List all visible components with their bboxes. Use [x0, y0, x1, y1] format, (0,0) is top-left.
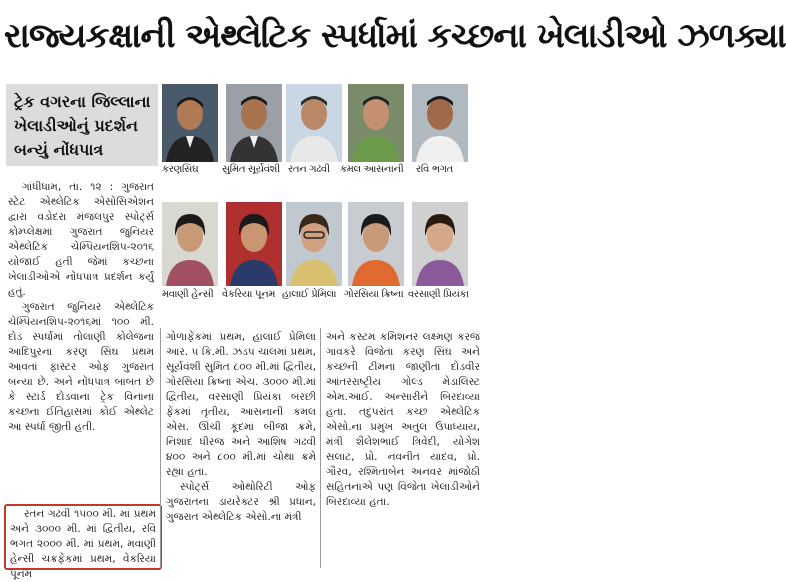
athlete-photo	[412, 84, 468, 162]
athlete-photo	[226, 84, 282, 162]
article-column-1-highlight	[10, 507, 156, 580]
column-divider	[160, 328, 161, 568]
photo-caption: સુમિત સૂર્યવંશી	[222, 164, 280, 175]
article-paragraph: ગુજરાત જુનિયર એથ્લેટિક ચેમ્પિયનશિપ-૨૦૧૬માં ૧૦૦ મી. દોડ સ્પર્ધામાં તોલાણી કોલેજના આદિપુરના કરણ સિંઘ પ્રથમ આવતાં ફાસ્ટર ઓફ ગુજરાત બન્યા છે. અને નોંધપાત્ર બાબત છે કે સ્ટાર્ડ દોડવાના ટ્રેક વિનાના કચ્છના ઈતિહાસમાં કોઈ એથ્લેટ આ સ્પર્ધા જીતી હતી.	[8, 301, 154, 433]
article-paragraph: ગાંધીધામ, તા. ૧૨ : ગુજરાત સ્ટેટ એથ્લેટિક એસોસિએશન દ્વારા વડોદરા મંજલપુર સ્પોર્ટ્સ કોમ્પ્લેક્ષમાં ગુજરાત જુનિયર એથ્લેટિક ચેમ્પિયનશિપ-૨૦૧૬ યોજાઈ હતી જેમાં કચ્છના ખેલાડીઓએ નોંધપાત્ર પ્રદર્શન કર્યું હતું.	[8, 181, 154, 298]
athlete-photo	[412, 202, 468, 286]
athlete-photo	[286, 202, 342, 286]
column-divider	[320, 328, 321, 568]
photo-caption: મવાણી હેન્સી	[162, 289, 214, 300]
article-paragraph: અને કસ્ટમ કમિશનર લક્ષ્મણ કરજ ગાવકરે વિજેતા કરણ સિંઘ અને કચ્છની ટીમના જાણીતા દોડવીર આંતરરાષ્ટ્રીય ગોલ્ડ મેડાલિસ્ટ એમ.આઈ. અન્સારીને બિરદાવ્યા હતા. તદુપરાંત કચ્છ એથ્લેટિક એસો.ના પ્રમુખ અતુલ ઉપાધ્યાય, મંત્રી શૈલેશભાઈ ત્રિવેદી, યોગેશ સલાટ, પ્રો. નવનીત યાદવ, પ્રો. ગૌરવ, રશ્મિતાબેન અનવર માંજોઠી સહિતનાએ પણ વિજેતા ખેલાડીઓને બિરદાવ્યા હતા.	[326, 331, 480, 508]
article-paragraph: રતન ગઢવી ૧૫૦૦ મી. માં પ્રથમ અને ૩૦૦૦ મી. માં દ્વિતીય, રવિ ભગત ૨૦૦૦ મી. માં પ્રથમ, મવાણી હેન્સી ચક્રફેંકમાં પ્રથમ, વેકરિયા પૂનમ	[10, 508, 156, 580]
photo-caption: કરણસિંઘ	[162, 164, 199, 175]
article-column-1	[8, 180, 154, 505]
article-paragraph: ગોળાફેંકમાં પ્રથમ, હાલાઈ પ્રેમિલા આર. ૫ કિ.મી. ઝડપ ચાલમાં પ્રથમ, સૂર્યવંશી સુમિત ૮૦૦ મી.માં દ્વિતીય, ગોરસિયા ક્રિષ્ના એચ. ૩૦૦૦ મી.માં દ્વિતીય, વરસાણી પ્રિયંકા બરછી ફેંકમાં તૃતીય, આસનાની કમલ એસ. ઊંચી કૂદમાં બીજા ક્રમે, નિશાદ ધીરજ અને આશિષ ગઢવી ૪૦૦ અને ૮૦૦ મી.માં ચોથા ક્રમે રહ્યા હતા.	[166, 331, 316, 478]
athlete-photo	[348, 84, 404, 162]
photo-caption: વરસાણી પ્રિયંકા	[408, 289, 469, 300]
photo-caption: વેકરિયા પૂનમ	[222, 289, 276, 300]
photo-caption: હાલાઈ પ્રેમિલા	[282, 289, 337, 300]
headline: રાજ્યકક્ષાની એથ્લેટિક સ્પર્ધામાં કચ્છના ખેલાડીઓ ઝળક્યા	[4, 16, 786, 56]
athlete-photo	[348, 202, 404, 286]
athlete-photo	[162, 202, 218, 286]
athlete-photo	[226, 202, 282, 286]
photo-caption: રવિ ભગત	[416, 164, 453, 175]
athlete-photo	[286, 84, 342, 162]
article-column-2	[166, 330, 316, 570]
athlete-photo	[162, 84, 218, 162]
photo-caption: રતન ગઢવી	[288, 164, 330, 175]
photo-caption: કમલ આસનાની	[340, 164, 404, 175]
subheadline: ટ્રેક વગરના જિલ્લાના ખેલાડીઓનું પ્રદર્શન બન્યું નોંધપાત્ર	[6, 84, 158, 166]
photo-caption: ગોરસિયા ક્રિષ્ના	[344, 289, 404, 300]
photo-grid	[160, 84, 480, 324]
article-column-3	[326, 330, 480, 570]
article-paragraph: સ્પોર્ટ્સ ઓથોરિટી ઓફ ગુજરાતના ડાયરેક્ટર શ્રી પ્રધાન, ગુજરાત એથ્લેટિક એસો.ના મંત્રી	[166, 481, 316, 523]
